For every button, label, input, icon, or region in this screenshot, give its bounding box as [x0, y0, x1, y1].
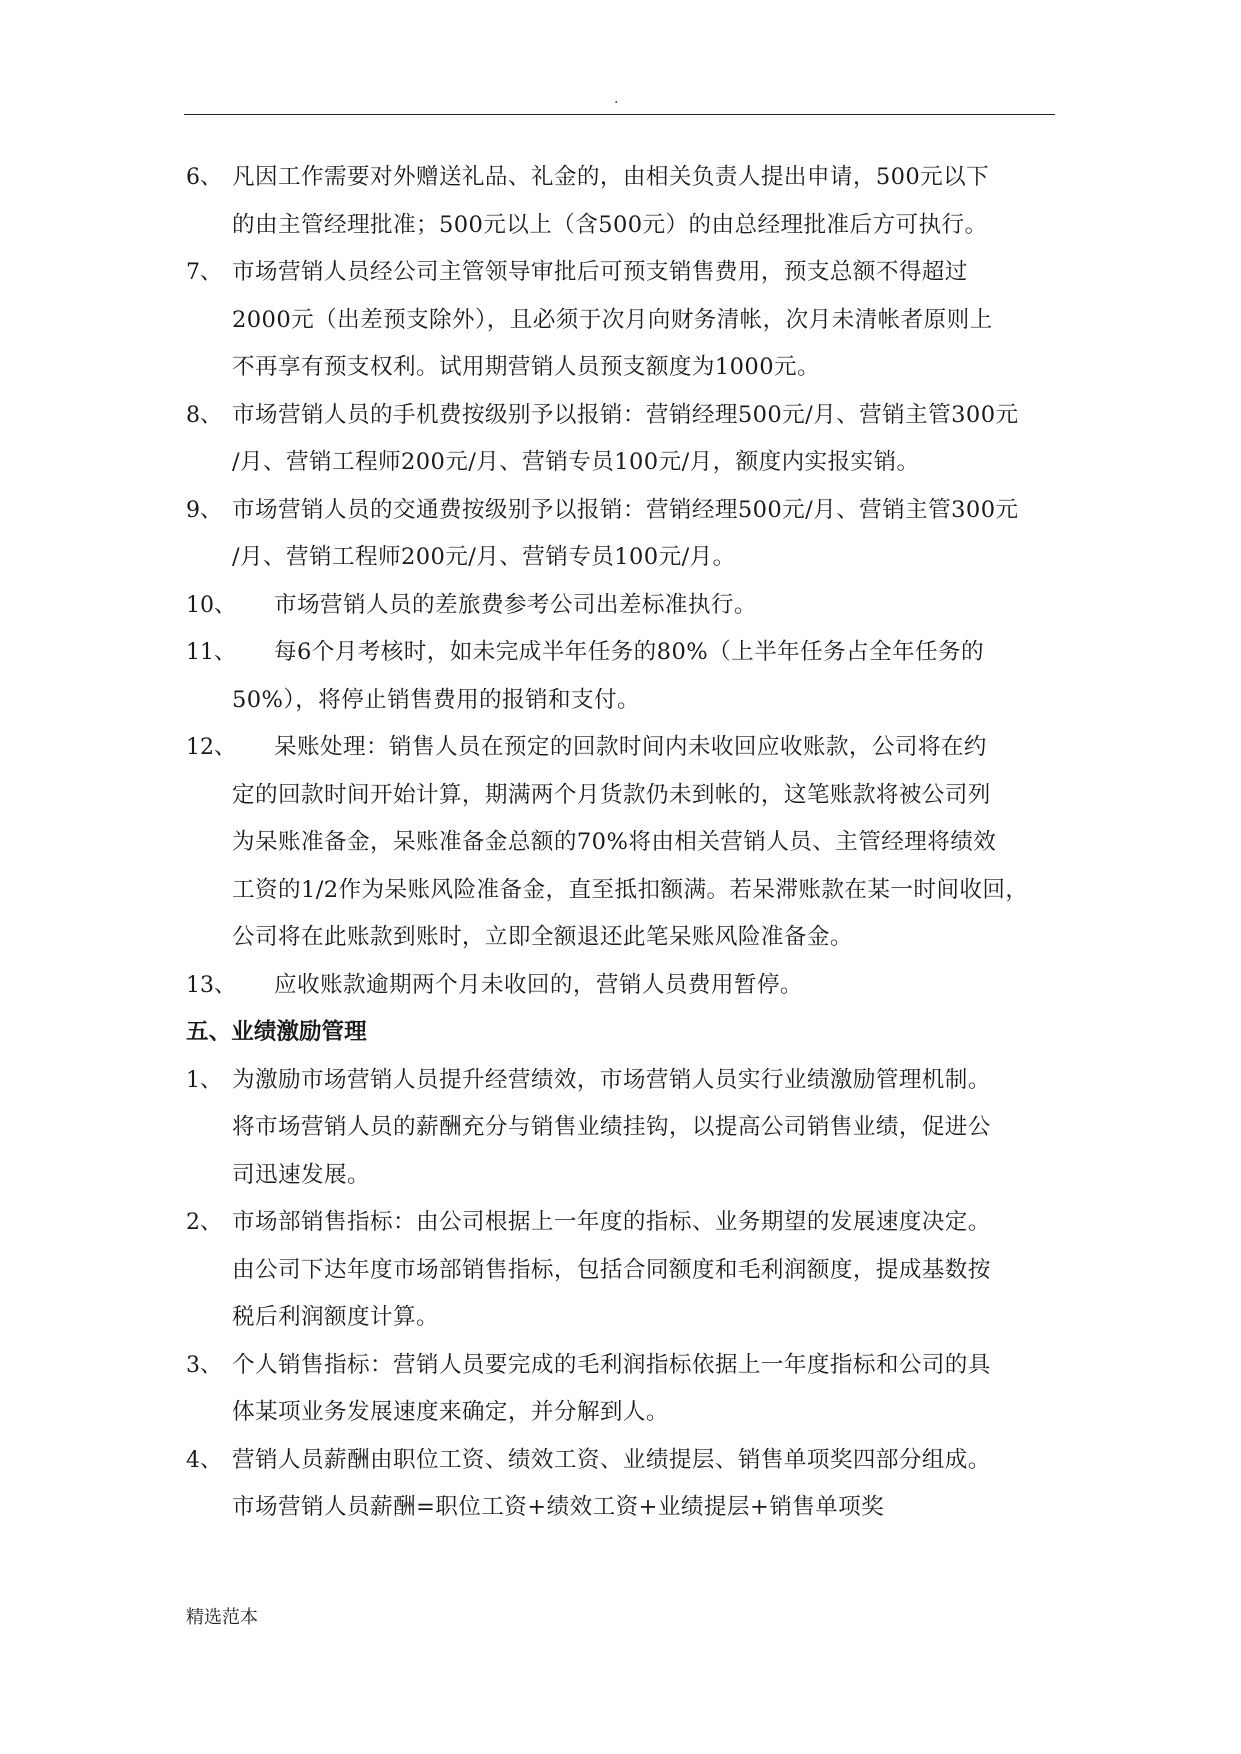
item-text	[232, 1057, 1061, 1200]
item-number: 12、	[186, 735, 236, 760]
item-text	[232, 249, 1061, 392]
text-line: 将市场营销人员的薪酬充分与销售业绩挂钩，以提高公司销售业绩，促进公	[232, 1114, 991, 1140]
item-text	[232, 1199, 1061, 1342]
text-line: 定的回款时间开始计算，期满两个月货款仍未到帐的，这笔账款将被公司列	[232, 781, 991, 808]
item-text	[232, 487, 1061, 582]
header-mark: .	[614, 91, 619, 107]
list-item	[186, 392, 1061, 487]
text-line: 营销人员薪酬由职位工资、绩效工资、业绩提层、销售单项奖四部分组成。	[232, 1446, 991, 1473]
text-line: 由公司下达年度市场部销售指标，包括合同额度和毛利润额度，提成基数按	[232, 1256, 991, 1283]
text-line: 公司将在此账款到账时，立即全额退还此笔呆账风险准备金。	[232, 924, 853, 950]
item-text	[232, 392, 1061, 487]
item-number: 13、	[186, 972, 236, 998]
text-line: 凡因工作需要对外赠送礼品、礼金的，由相关负责人提出申请，500元以下	[232, 164, 990, 190]
item-number: 2、	[186, 1210, 222, 1235]
list-item	[186, 1199, 1061, 1342]
item-number: 7、	[186, 260, 222, 285]
item-number: 10、	[186, 592, 236, 618]
item-text	[232, 1342, 1061, 1437]
item-number: 9、	[186, 497, 222, 523]
text-line: 每6个月考核时，如未完成半年任务的80%（上半年任务占全年任务的	[274, 639, 985, 665]
item-number: 8、	[186, 402, 222, 428]
list-item	[186, 1342, 1061, 1437]
list-item	[186, 1437, 1061, 1532]
page-footer: 精选范本	[186, 1607, 258, 1628]
document-body	[186, 154, 1061, 1532]
text-line: 司迅速发展。	[232, 1161, 370, 1188]
item-number: 3、	[186, 1352, 222, 1378]
list-item	[186, 487, 1061, 582]
item-number: 11、	[186, 640, 236, 665]
item-number: 4、	[186, 1447, 222, 1473]
text-line: 市场部销售指标：由公司根据上一年度的指标、业务期望的发展速度决定。	[232, 1209, 991, 1235]
item-text	[232, 154, 1061, 249]
text-line: 50%），将停止销售费用的报销和支付。	[232, 686, 641, 713]
text-line: 的由主管经理批准；500元以上（含500元）的由总经理批准后方可执行。	[232, 211, 988, 238]
text-line: 税后利润额度计算。	[232, 1304, 439, 1330]
list-item	[186, 154, 1061, 249]
text-line: 个人销售指标：营销人员要完成的毛利润指标依据上一年度指标和公司的具	[232, 1351, 991, 1378]
item-number: 6、	[186, 165, 222, 190]
list-item	[186, 249, 1061, 392]
list-item	[186, 582, 1061, 630]
text-line: 为呆账准备金，呆账准备金总额的70%将由相关营销人员、主管经理将绩效	[232, 829, 997, 855]
text-line: 应收账款逾期两个月未收回的，营销人员费用暂停。	[274, 971, 803, 998]
list-item	[186, 629, 1061, 724]
item-text	[232, 1437, 1061, 1532]
list-item	[186, 1057, 1061, 1200]
text-line: 市场营销人员薪酬=职位工资+绩效工资+业绩提层+销售单项奖	[232, 1494, 885, 1520]
text-line: 市场营销人员的差旅费参考公司出差标准执行。	[274, 591, 757, 618]
text-line: 2000元（出差预支除外），且必须于次月向财务清帐，次月未清帐者原则上	[232, 306, 993, 333]
text-line: 为激励市场营销人员提升经营绩效，市场营销人员实行业绩激励管理机制。	[232, 1066, 991, 1093]
item-number: 1、	[186, 1067, 222, 1093]
text-line: 市场营销人员的手机费按级别予以报销：营销经理500元/月、营销主管300元	[232, 401, 1019, 428]
text-line: /月、营销工程师200元/月、营销专员100元/月，额度内实报实销。	[232, 449, 920, 475]
header-rule	[184, 114, 1055, 115]
text-line: 市场营销人员经公司主管领导审批后可预支销售费用，预支总额不得超过	[232, 259, 968, 285]
text-line: 体某项业务发展速度来确定，并分解到人。	[232, 1399, 669, 1425]
text-line: 呆账处理：销售人员在预定的回款时间内未收回应收账款，公司将在约	[274, 734, 987, 760]
text-line: 不再享有预支权利。试用期营销人员预支额度为1000元。	[232, 354, 820, 380]
list-item	[186, 724, 1061, 962]
list-item	[186, 962, 1061, 1010]
text-line: 工资的1/2作为呆账风险准备金，直至抵扣额满。若呆滞账款在某一时间收回，	[232, 876, 1029, 903]
text-line: 市场营销人员的交通费按级别予以报销：营销经理500元/月、营销主管300元	[232, 496, 1019, 523]
section-heading: 五、业绩激励管理	[186, 1019, 367, 1045]
text-line: /月、营销工程师200元/月、营销专员100元/月。	[232, 544, 736, 570]
